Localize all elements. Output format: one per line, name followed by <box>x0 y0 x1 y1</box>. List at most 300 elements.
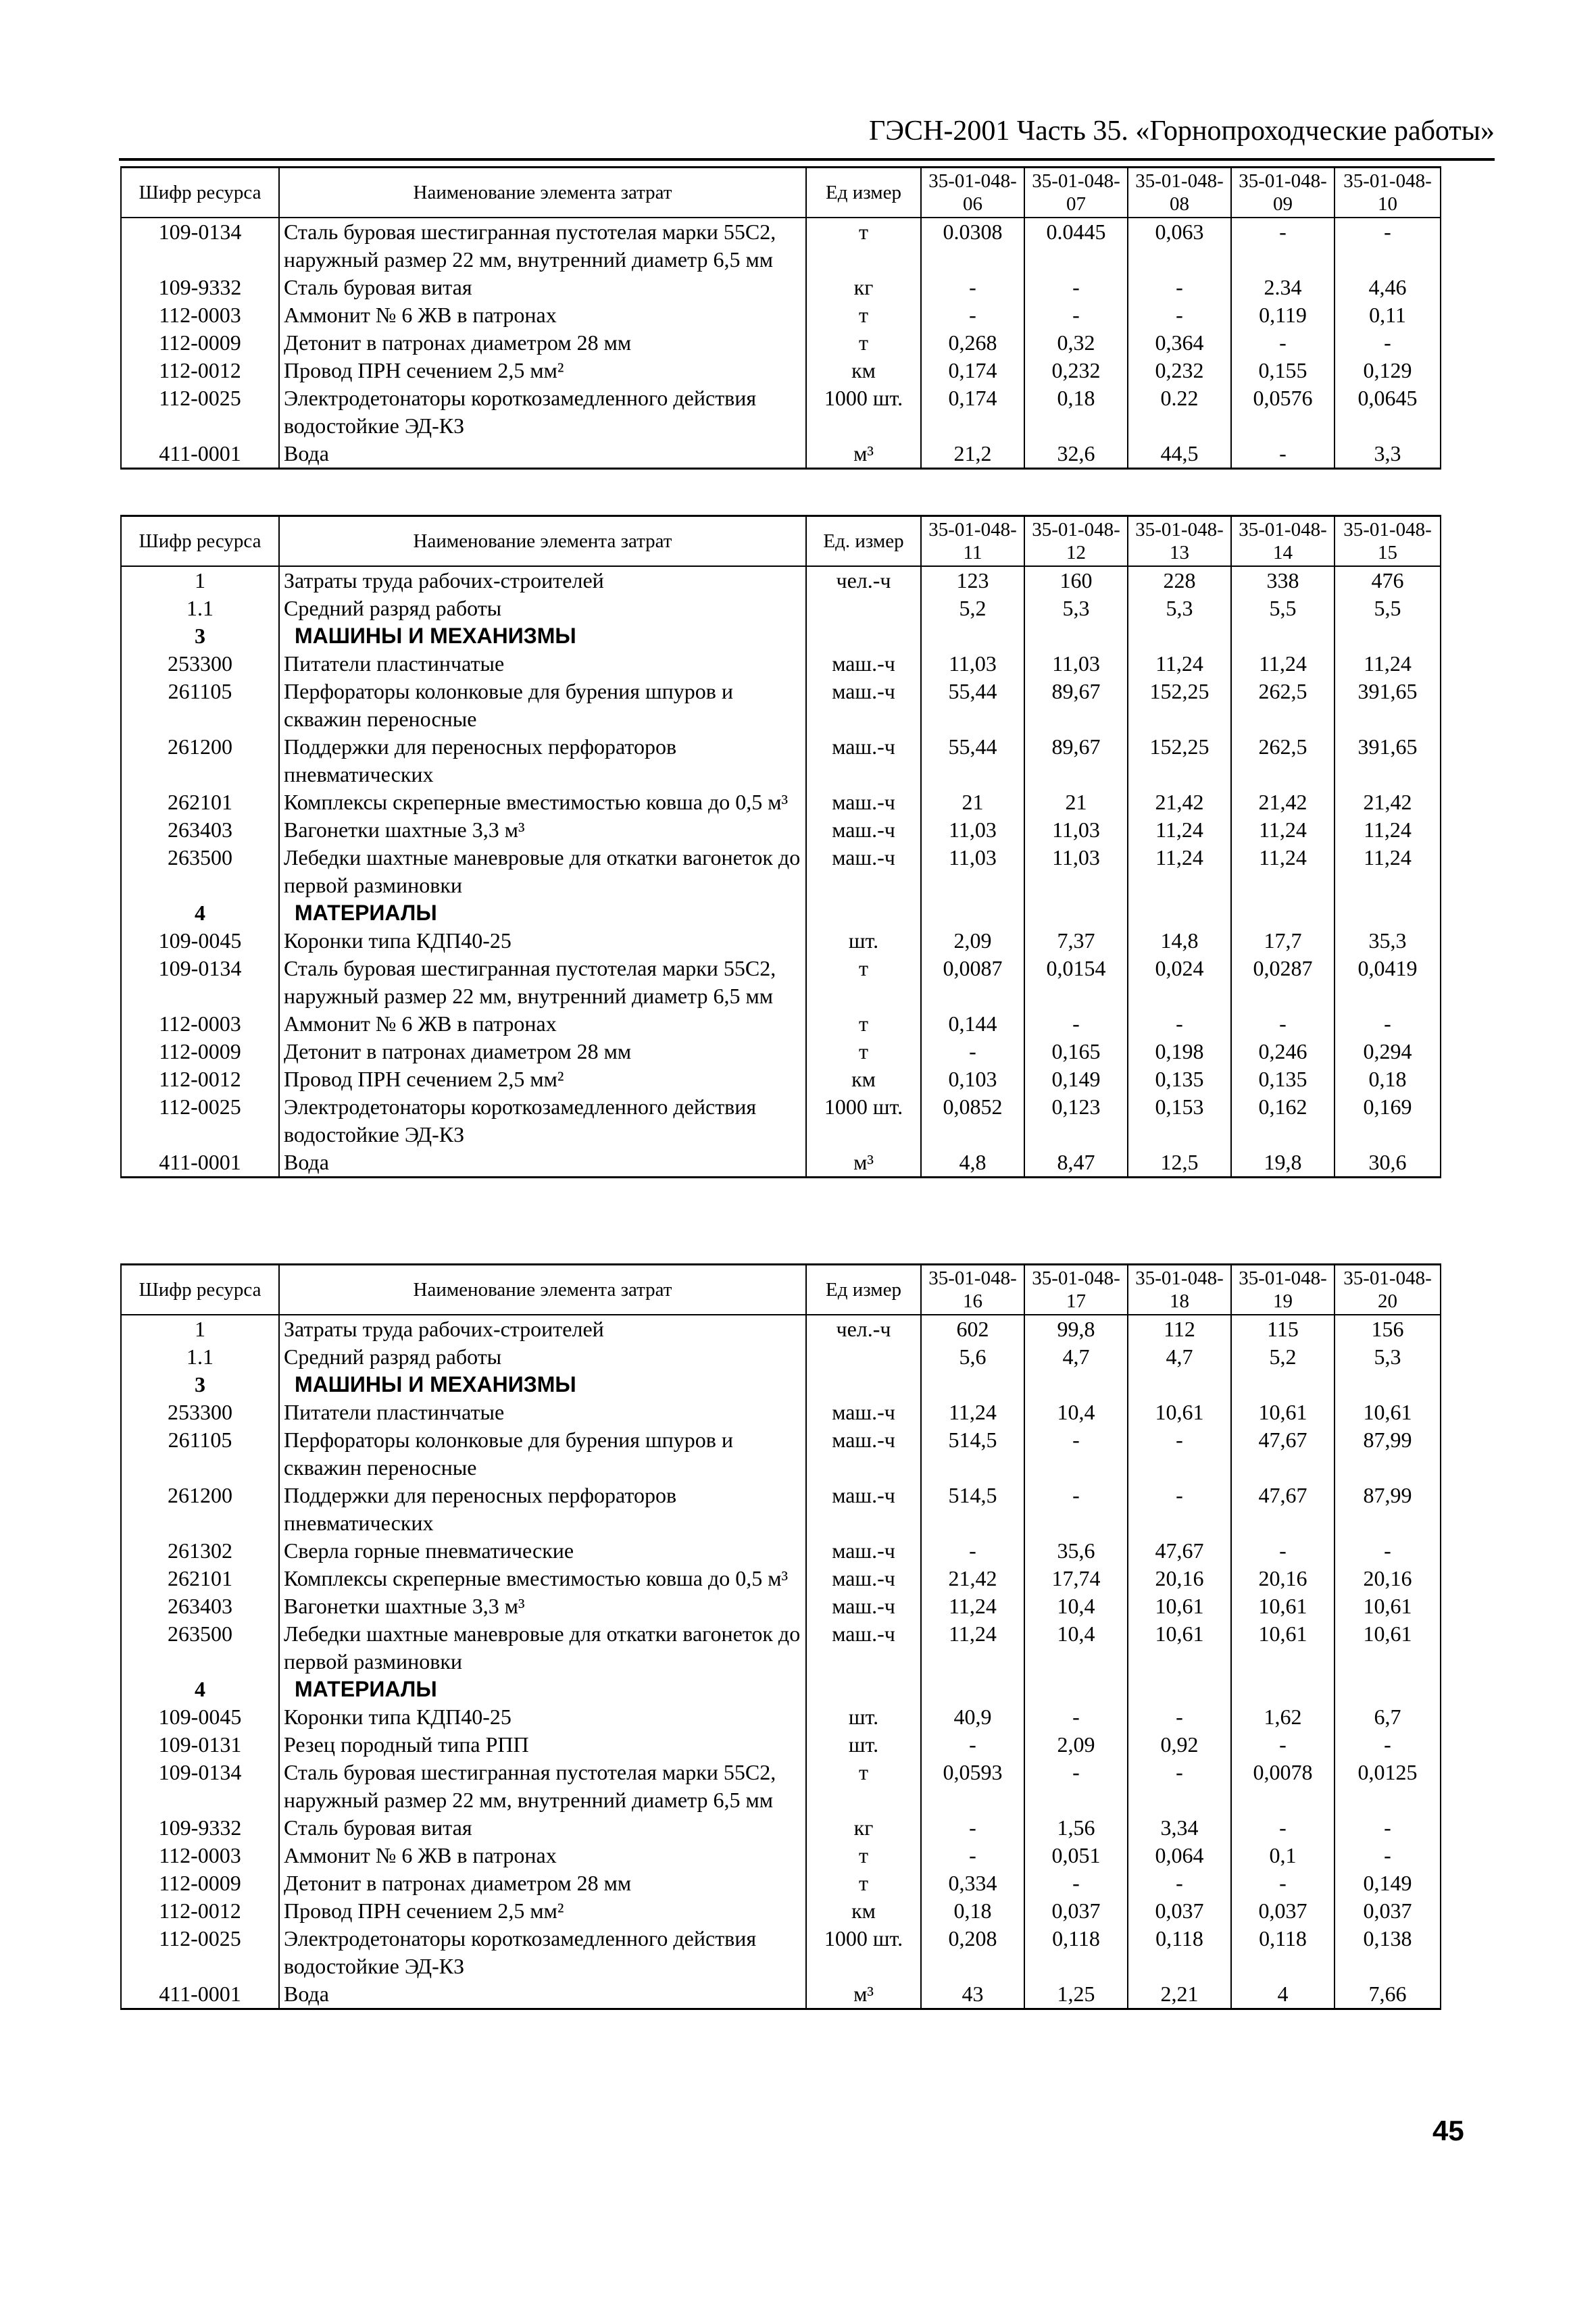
value-cell: 0,037 <box>1231 1897 1335 1925</box>
resource-name-cell: Электродетонаторы короткозамедленного действия водостойкие ЭД-КЗ <box>279 1093 806 1149</box>
resource-name-cell: МАШИНЫ И МЕХАНИЗМЫ <box>279 1371 806 1399</box>
value-cell <box>1335 622 1441 650</box>
value-cell <box>921 1371 1024 1399</box>
value-cell: - <box>921 1038 1024 1065</box>
table-header-row <box>121 168 1441 218</box>
value-cell: - <box>1128 1869 1231 1897</box>
value-cell <box>921 899 1024 927</box>
resource-code-cell: 4 <box>121 1676 279 1703</box>
value-cell: 11,24 <box>1335 650 1441 678</box>
value-cell: 11,03 <box>921 650 1024 678</box>
resource-code-cell: 109-9332 <box>121 274 279 301</box>
unit-cell: маш.-ч <box>806 816 921 844</box>
page-header-title: ГЭСН-2001 Часть 35. «Горнопроходческие работы» <box>869 116 1495 147</box>
value-cell: 21,42 <box>1335 788 1441 816</box>
value-cell: 0,119 <box>1231 301 1335 329</box>
value-cell: 20,16 <box>1231 1565 1335 1592</box>
value-cell <box>1128 899 1231 927</box>
unit-cell: т <box>806 1842 921 1869</box>
table-row <box>121 1315 1441 1343</box>
value-cell: 55,44 <box>921 678 1024 733</box>
resource-code-cell: 253300 <box>121 1399 279 1426</box>
value-cell: 2,09 <box>921 927 1024 955</box>
value-cell: - <box>1024 1703 1128 1731</box>
value-cell: 11,03 <box>1024 816 1128 844</box>
resource-name-cell: Вагонетки шахтные 3,3 м³ <box>279 816 806 844</box>
value-cell: 87,99 <box>1335 1482 1441 1537</box>
section-row <box>121 1676 1441 1703</box>
value-cell: - <box>921 1814 1024 1842</box>
resource-code-cell: 3 <box>121 622 279 650</box>
table-header-row <box>121 516 1441 567</box>
value-cell <box>1335 1676 1441 1703</box>
resource-table-3 <box>120 1263 1441 2010</box>
resource-name-cell: Вагонетки шахтные 3,3 м³ <box>279 1592 806 1620</box>
resource-name-cell: Питатели пластинчатые <box>279 650 806 678</box>
value-cell: 12,5 <box>1128 1149 1231 1178</box>
value-cell: 0,118 <box>1231 1925 1335 1980</box>
unit-cell: т <box>806 1038 921 1065</box>
value-cell: 0,268 <box>921 329 1024 357</box>
value-cell <box>1335 899 1441 927</box>
value-cell: - <box>1335 1731 1441 1759</box>
resource-code-cell: 261200 <box>121 1482 279 1537</box>
resource-code-cell: 411-0001 <box>121 440 279 469</box>
column-header-unit: Ед измер <box>806 168 921 218</box>
value-cell: 11,24 <box>1128 816 1231 844</box>
resource-table-1 <box>120 166 1441 470</box>
value-cell: 0,024 <box>1128 955 1231 1010</box>
value-cell: 0,294 <box>1335 1038 1441 1065</box>
table-row <box>121 357 1441 384</box>
value-cell <box>1128 1371 1231 1399</box>
value-cell: 11,24 <box>921 1399 1024 1426</box>
value-cell: - <box>921 1731 1024 1759</box>
table-row <box>121 955 1441 1010</box>
value-cell: 123 <box>921 566 1024 595</box>
unit-cell: шт. <box>806 927 921 955</box>
unit-cell: маш.-ч <box>806 844 921 899</box>
value-cell: - <box>921 1537 1024 1565</box>
value-cell: 11,24 <box>921 1592 1024 1620</box>
column-header-norm-code: 35-01-048-19 <box>1231 1265 1335 1315</box>
value-cell: 11,03 <box>1024 844 1128 899</box>
value-cell: 0.0308 <box>921 218 1024 274</box>
value-cell: 10,61 <box>1128 1399 1231 1426</box>
column-header-norm-code: 35-01-048-13 <box>1128 516 1231 567</box>
value-cell <box>921 622 1024 650</box>
unit-cell: чел.-ч <box>806 566 921 595</box>
resource-name-cell: Поддержки для переносных перфораторов пневматических <box>279 1482 806 1537</box>
resource-code-cell: 112-0012 <box>121 357 279 384</box>
value-cell: 0,18 <box>921 1897 1024 1925</box>
unit-cell: маш.-ч <box>806 1592 921 1620</box>
table-row <box>121 1399 1441 1426</box>
value-cell: 11,24 <box>921 1620 1024 1676</box>
value-cell: 0,198 <box>1128 1038 1231 1065</box>
value-cell: 1,56 <box>1024 1814 1128 1842</box>
value-cell: 10,61 <box>1231 1592 1335 1620</box>
table-row <box>121 1065 1441 1093</box>
value-cell <box>1024 899 1128 927</box>
value-cell: 47,67 <box>1128 1537 1231 1565</box>
value-cell: - <box>1335 1814 1441 1842</box>
value-cell: 0,232 <box>1024 357 1128 384</box>
value-cell <box>921 1676 1024 1703</box>
value-cell: - <box>1231 1814 1335 1842</box>
unit-cell: 1000 шт. <box>806 1093 921 1149</box>
value-cell: - <box>1335 1537 1441 1565</box>
unit-cell: кг <box>806 1814 921 1842</box>
value-cell: - <box>1128 1010 1231 1038</box>
value-cell: 0,174 <box>921 384 1024 440</box>
value-cell: 160 <box>1024 566 1128 595</box>
value-cell: 338 <box>1231 566 1335 595</box>
value-cell: 43 <box>921 1980 1024 2009</box>
table-row <box>121 816 1441 844</box>
table-row <box>121 1343 1441 1371</box>
value-cell: 3,34 <box>1128 1814 1231 1842</box>
value-cell <box>1231 1676 1335 1703</box>
value-cell <box>1335 1371 1441 1399</box>
value-cell: 0,18 <box>1024 384 1128 440</box>
value-cell: 0,0287 <box>1231 955 1335 1010</box>
value-cell: - <box>1231 440 1335 469</box>
value-cell: 4,7 <box>1024 1343 1128 1371</box>
column-header-norm-code: 35-01-048-08 <box>1128 168 1231 218</box>
value-cell: 115 <box>1231 1315 1335 1343</box>
value-cell: 0,144 <box>921 1010 1024 1038</box>
value-cell: 89,67 <box>1024 733 1128 788</box>
table-row <box>121 1592 1441 1620</box>
value-cell: 21,2 <box>921 440 1024 469</box>
column-header-norm-code: 35-01-048-10 <box>1335 168 1441 218</box>
value-cell: 11,24 <box>1335 816 1441 844</box>
value-cell: 14,8 <box>1128 927 1231 955</box>
resource-name-cell: Средний разряд работы <box>279 1343 806 1371</box>
resource-code-cell: 109-9332 <box>121 1814 279 1842</box>
value-cell: - <box>1231 1010 1335 1038</box>
section-row <box>121 622 1441 650</box>
value-cell: 0,0078 <box>1231 1759 1335 1814</box>
resource-name-cell: Резец породный типа РПП <box>279 1731 806 1759</box>
resource-name-cell: Детонит в патронах диаметром 28 мм <box>279 1038 806 1065</box>
value-cell: 3,3 <box>1335 440 1441 469</box>
resource-name-cell: Средний разряд работы <box>279 595 806 622</box>
value-cell: 5,3 <box>1024 595 1128 622</box>
unit-cell: маш.-ч <box>806 1399 921 1426</box>
value-cell: 35,6 <box>1024 1537 1128 1565</box>
unit-cell: т <box>806 301 921 329</box>
resource-name-cell: Затраты труда рабочих-строителей <box>279 566 806 595</box>
column-header-norm-code: 35-01-048-11 <box>921 516 1024 567</box>
value-cell: 2.34 <box>1231 274 1335 301</box>
table-row <box>121 1980 1441 2009</box>
resource-code-cell: 112-0012 <box>121 1065 279 1093</box>
column-header-norm-code: 35-01-048-18 <box>1128 1265 1231 1315</box>
unit-cell: маш.-ч <box>806 1426 921 1482</box>
table-row <box>121 788 1441 816</box>
unit-cell <box>806 1371 921 1399</box>
value-cell: 0,246 <box>1231 1038 1335 1065</box>
value-cell: 262,5 <box>1231 678 1335 733</box>
value-cell: 17,74 <box>1024 1565 1128 1592</box>
value-cell: 10,61 <box>1128 1620 1231 1676</box>
unit-cell <box>806 595 921 622</box>
value-cell: 0,135 <box>1128 1065 1231 1093</box>
value-cell: 0,118 <box>1128 1925 1231 1980</box>
table-row <box>121 1814 1441 1842</box>
value-cell: 5,2 <box>921 595 1024 622</box>
resource-code-cell: 261105 <box>121 1426 279 1482</box>
value-cell: - <box>1128 1759 1231 1814</box>
unit-cell: 1000 шт. <box>806 384 921 440</box>
value-cell: 0,0125 <box>1335 1759 1441 1814</box>
unit-cell: км <box>806 1897 921 1925</box>
value-cell: 87,99 <box>1335 1426 1441 1482</box>
value-cell: - <box>1335 329 1441 357</box>
table-row <box>121 1731 1441 1759</box>
value-cell: 0,18 <box>1335 1065 1441 1093</box>
value-cell: 10,61 <box>1231 1620 1335 1676</box>
column-header-norm-code: 35-01-048-20 <box>1335 1265 1441 1315</box>
column-header-code: Шифр ресурса <box>121 168 279 218</box>
value-cell: 10,61 <box>1335 1399 1441 1426</box>
column-header-norm-code: 35-01-048-17 <box>1024 1265 1128 1315</box>
resource-name-cell: Сталь буровая шестигранная пустотелая марки 55С2, наружный размер 22 мм, внутренний диаметр 6,5 мм <box>279 218 806 274</box>
unit-cell <box>806 1343 921 1371</box>
value-cell: 21 <box>921 788 1024 816</box>
resource-name-cell: Перфораторы колонковые для бурения шпуров и скважин переносные <box>279 678 806 733</box>
resource-name-cell: Коронки типа КДП40-25 <box>279 1703 806 1731</box>
value-cell: 11,03 <box>1024 650 1128 678</box>
resource-name-cell: Провод ПРН сечением 2,5 мм² <box>279 1065 806 1093</box>
value-cell: 40,9 <box>921 1703 1024 1731</box>
resource-code-cell: 1.1 <box>121 1343 279 1371</box>
value-cell: - <box>1335 1010 1441 1038</box>
unit-cell: м³ <box>806 440 921 469</box>
value-cell: 1,25 <box>1024 1980 1128 2009</box>
value-cell: 0,0593 <box>921 1759 1024 1814</box>
resource-code-cell: 109-0045 <box>121 1703 279 1731</box>
resource-name-cell: Сталь буровая витая <box>279 274 806 301</box>
resource-code-cell: 109-0134 <box>121 1759 279 1814</box>
resource-name-cell: Аммонит № 6 ЖВ в патронах <box>279 1010 806 1038</box>
value-cell: 32,6 <box>1024 440 1128 469</box>
value-cell: 0.22 <box>1128 384 1231 440</box>
value-cell: - <box>1024 1010 1128 1038</box>
value-cell: - <box>1024 1426 1128 1482</box>
unit-cell: кг <box>806 274 921 301</box>
value-cell: 11,24 <box>1231 816 1335 844</box>
resource-name-cell: Вода <box>279 1980 806 2009</box>
resource-name-cell: МАШИНЫ И МЕХАНИЗМЫ <box>279 622 806 650</box>
unit-cell <box>806 622 921 650</box>
table-row <box>121 1093 1441 1149</box>
unit-cell: т <box>806 1869 921 1897</box>
value-cell: - <box>1128 274 1231 301</box>
unit-cell: т <box>806 218 921 274</box>
column-header-code: Шифр ресурса <box>121 516 279 567</box>
table-row <box>121 1038 1441 1065</box>
value-cell: - <box>1231 1537 1335 1565</box>
value-cell: 5,5 <box>1231 595 1335 622</box>
unit-cell: чел.-ч <box>806 1315 921 1343</box>
value-cell: 0,037 <box>1335 1897 1441 1925</box>
value-cell: 10,61 <box>1335 1620 1441 1676</box>
value-cell: 0,149 <box>1024 1065 1128 1093</box>
section-row <box>121 1371 1441 1399</box>
table-row <box>121 1426 1441 1482</box>
value-cell: - <box>1128 1426 1231 1482</box>
value-cell: 0,0576 <box>1231 384 1335 440</box>
value-cell <box>1024 1371 1128 1399</box>
table-row <box>121 566 1441 595</box>
value-cell: - <box>1335 218 1441 274</box>
resource-name-cell: Детонит в патронах диаметром 28 мм <box>279 329 806 357</box>
value-cell: 262,5 <box>1231 733 1335 788</box>
resource-code-cell: 112-0012 <box>121 1897 279 1925</box>
value-cell: 5,3 <box>1128 595 1231 622</box>
value-cell: 7,37 <box>1024 927 1128 955</box>
table-row <box>121 301 1441 329</box>
value-cell: 99,8 <box>1024 1315 1128 1343</box>
value-cell: 35,3 <box>1335 927 1441 955</box>
table-row <box>121 1703 1441 1731</box>
value-cell: 0,92 <box>1128 1731 1231 1759</box>
resource-code-cell: 411-0001 <box>121 1980 279 2009</box>
unit-cell: м³ <box>806 1980 921 2009</box>
value-cell: 0,0087 <box>921 955 1024 1010</box>
resource-code-cell: 112-0025 <box>121 1093 279 1149</box>
unit-cell: маш.-ч <box>806 678 921 733</box>
value-cell: - <box>1024 1869 1128 1897</box>
value-cell: 152,25 <box>1128 733 1231 788</box>
value-cell: 0,153 <box>1128 1093 1231 1149</box>
resource-code-cell: 109-0045 <box>121 927 279 955</box>
table-row <box>121 733 1441 788</box>
value-cell: 11,03 <box>921 844 1024 899</box>
resource-code-cell: 261302 <box>121 1537 279 1565</box>
resource-name-cell: Затраты труда рабочих-строителей <box>279 1315 806 1343</box>
value-cell: 0,051 <box>1024 1842 1128 1869</box>
table-row <box>121 595 1441 622</box>
unit-cell <box>806 899 921 927</box>
value-cell: 11,24 <box>1128 844 1231 899</box>
value-cell: 10,4 <box>1024 1592 1128 1620</box>
resource-name-cell: Вода <box>279 440 806 469</box>
unit-cell: т <box>806 955 921 1010</box>
value-cell <box>1128 1676 1231 1703</box>
resource-code-cell: 263403 <box>121 816 279 844</box>
value-cell: 4,46 <box>1335 274 1441 301</box>
value-cell: 0,165 <box>1024 1038 1128 1065</box>
value-cell: - <box>1231 329 1335 357</box>
value-cell: 0,11 <box>1335 301 1441 329</box>
value-cell: 10,61 <box>1335 1592 1441 1620</box>
value-cell: 20,16 <box>1335 1565 1441 1592</box>
resource-name-cell: Электродетонаторы короткозамедленного действия водостойкие ЭД-КЗ <box>279 1925 806 1980</box>
resource-name-cell: Перфораторы колонковые для бурения шпуров и скважин переносные <box>279 1426 806 1482</box>
unit-cell: маш.-ч <box>806 1537 921 1565</box>
value-cell: 156 <box>1335 1315 1441 1343</box>
resource-name-cell: Питатели пластинчатые <box>279 1399 806 1426</box>
value-cell: - <box>1231 218 1335 274</box>
resource-name-cell: Провод ПРН сечением 2,5 мм² <box>279 357 806 384</box>
value-cell <box>1231 899 1335 927</box>
value-cell: 4 <box>1231 1980 1335 2009</box>
value-cell: 0,037 <box>1024 1897 1128 1925</box>
resource-name-cell: Детонит в патронах диаметром 28 мм <box>279 1869 806 1897</box>
value-cell: - <box>1128 301 1231 329</box>
value-cell: 55,44 <box>921 733 1024 788</box>
value-cell: - <box>1231 1731 1335 1759</box>
resource-name-cell: Лебедки шахтные маневровые для откатки вагонеток до первой разминовки <box>279 1620 806 1676</box>
value-cell: 0,063 <box>1128 218 1231 274</box>
resource-name-cell: Коронки типа КДП40-25 <box>279 927 806 955</box>
resource-name-cell: Сталь буровая витая <box>279 1814 806 1842</box>
unit-cell: км <box>806 1065 921 1093</box>
table-header-row <box>121 1265 1441 1315</box>
value-cell: 0,118 <box>1024 1925 1128 1980</box>
value-cell: 20,16 <box>1128 1565 1231 1592</box>
resource-table-2 <box>120 515 1441 1178</box>
value-cell: - <box>1128 1482 1231 1537</box>
resource-name-cell: Аммонит № 6 ЖВ в патронах <box>279 301 806 329</box>
value-cell: 1,62 <box>1231 1703 1335 1731</box>
resource-code-cell: 253300 <box>121 650 279 678</box>
value-cell: 0,129 <box>1335 357 1441 384</box>
value-cell: 0,174 <box>921 357 1024 384</box>
resource-code-cell: 112-0025 <box>121 1925 279 1980</box>
column-header-norm-code: 35-01-048-15 <box>1335 516 1441 567</box>
unit-cell: маш.-ч <box>806 788 921 816</box>
table-row <box>121 1925 1441 1980</box>
unit-cell: шт. <box>806 1731 921 1759</box>
value-cell: 11,24 <box>1335 844 1441 899</box>
value-cell <box>1231 1371 1335 1399</box>
value-cell: 5,5 <box>1335 595 1441 622</box>
column-header-norm-code: 35-01-048-12 <box>1024 516 1128 567</box>
resource-code-cell: 112-0025 <box>121 384 279 440</box>
value-cell <box>1128 622 1231 650</box>
value-cell: 21,42 <box>1128 788 1231 816</box>
value-cell: 514,5 <box>921 1482 1024 1537</box>
table-row <box>121 1620 1441 1676</box>
unit-cell: т <box>806 329 921 357</box>
value-cell: 152,25 <box>1128 678 1231 733</box>
unit-cell: т <box>806 1010 921 1038</box>
value-cell: 0,0645 <box>1335 384 1441 440</box>
table-row <box>121 1759 1441 1814</box>
resource-name-cell: Провод ПРН сечением 2,5 мм² <box>279 1897 806 1925</box>
value-cell: 47,67 <box>1231 1482 1335 1537</box>
value-cell: 7,66 <box>1335 1980 1441 2009</box>
column-header-code: Шифр ресурса <box>121 1265 279 1315</box>
value-cell: 5,6 <box>921 1343 1024 1371</box>
value-cell: 0,169 <box>1335 1093 1441 1149</box>
table-row <box>121 218 1441 274</box>
table-row <box>121 1565 1441 1592</box>
value-cell: 0.0445 <box>1024 218 1128 274</box>
value-cell: 10,4 <box>1024 1399 1128 1426</box>
value-cell: - <box>921 301 1024 329</box>
value-cell: - <box>1128 1703 1231 1731</box>
resource-code-cell: 1 <box>121 566 279 595</box>
value-cell: 11,24 <box>1128 650 1231 678</box>
unit-cell: маш.-ч <box>806 1482 921 1537</box>
table-row <box>121 1842 1441 1869</box>
